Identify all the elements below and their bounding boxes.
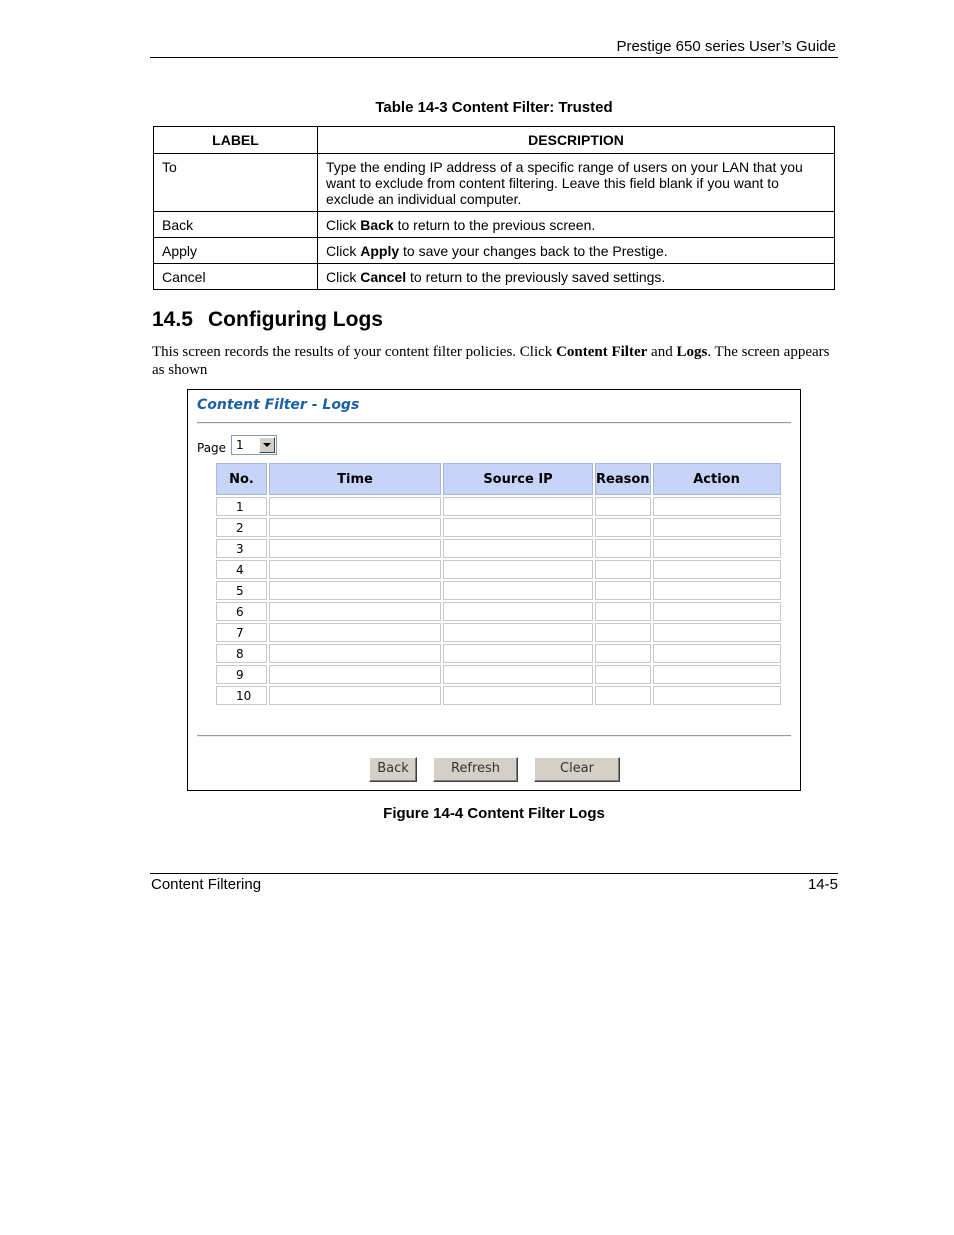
logs-header-row: [216, 463, 781, 495]
row-label: Apply: [154, 238, 318, 264]
log-row-number: 8: [216, 644, 267, 663]
log-reason-cell: [595, 581, 651, 600]
log-row-number: 10: [216, 686, 267, 705]
column-header-reason: Reason: [595, 463, 651, 495]
column-header-time: Time: [269, 463, 441, 495]
column-header-action: Action: [653, 463, 781, 495]
log-reason-cell: [595, 623, 651, 642]
section-body: This screen records the results of your content filter policies. Click Content Filter and Logs. The screen appears as shown: [152, 344, 830, 378]
log-row-number: 2: [216, 518, 267, 537]
page-select-value: 1: [236, 438, 244, 452]
log-reason-cell: [595, 560, 651, 579]
table-header-row: [154, 127, 835, 154]
header-rule: [150, 57, 838, 58]
table-caption: Table 14-3 Content Filter: Trusted: [375, 99, 613, 116]
logs-table: [214, 461, 783, 707]
column-header-description: DESCRIPTION: [318, 127, 835, 154]
log-action-cell: [653, 665, 781, 684]
log-time-cell: [269, 518, 441, 537]
log-action-cell: [653, 623, 781, 642]
footer-page-number: 14-5: [807, 876, 838, 893]
log-reason-cell: [595, 539, 651, 558]
log-time-cell: [269, 560, 441, 579]
description-table: [153, 126, 835, 290]
footer-divider: [197, 735, 791, 737]
log-time-cell: [269, 539, 441, 558]
page-select[interactable]: [231, 435, 277, 455]
chevron-down-icon[interactable]: [259, 437, 275, 453]
log-row-number: 3: [216, 539, 267, 558]
log-source-ip-cell: [443, 560, 593, 579]
log-source-ip-cell: [443, 539, 593, 558]
row-description: Click Cancel to return to the previously saved settings.: [318, 264, 835, 290]
back-button[interactable]: Back: [369, 757, 417, 782]
column-header-source-ip: Source IP: [443, 463, 593, 495]
log-source-ip-cell: [443, 581, 593, 600]
log-row: [216, 539, 781, 558]
log-time-cell: [269, 497, 441, 516]
log-action-cell: [653, 581, 781, 600]
log-action-cell: [653, 686, 781, 705]
log-row: [216, 560, 781, 579]
running-header: Prestige 650 series User’s Guide: [616, 38, 836, 55]
log-action-cell: [653, 644, 781, 663]
log-action-cell: [653, 539, 781, 558]
clear-button[interactable]: Clear: [534, 757, 620, 782]
row-label: Back: [154, 212, 318, 238]
section-heading: [152, 308, 383, 332]
content-filter-logs-screen: [187, 389, 801, 791]
log-action-cell: [653, 602, 781, 621]
section-number: 14.5: [152, 308, 193, 331]
log-row: [216, 602, 781, 621]
log-row-number: 9: [216, 665, 267, 684]
figure-caption: Figure 14-4 Content Filter Logs: [383, 805, 605, 822]
title-divider: [197, 422, 791, 424]
log-row-number: 5: [216, 581, 267, 600]
log-row-number: 7: [216, 623, 267, 642]
log-action-cell: [653, 497, 781, 516]
log-source-ip-cell: [443, 623, 593, 642]
log-source-ip-cell: [443, 602, 593, 621]
log-reason-cell: [595, 686, 651, 705]
table-row: [154, 154, 835, 212]
log-row-number: 1: [216, 497, 267, 516]
footer-chapter: Content Filtering: [151, 876, 262, 893]
row-description: Type the ending IP address of a specific range of users on your LAN that you want to exclude from content filtering. Leave this field blank if you want to exclude an individual computer.: [318, 154, 835, 212]
log-time-cell: [269, 644, 441, 663]
log-source-ip-cell: [443, 497, 593, 516]
footer-rule: [150, 873, 838, 874]
log-time-cell: [269, 686, 441, 705]
log-reason-cell: [595, 518, 651, 537]
row-description: Click Back to return to the previous screen.: [318, 212, 835, 238]
log-time-cell: [269, 602, 441, 621]
log-time-cell: [269, 665, 441, 684]
log-reason-cell: [595, 602, 651, 621]
log-row-number: 6: [216, 602, 267, 621]
row-label: To: [154, 154, 318, 212]
table-row: [154, 264, 835, 290]
row-description: Click Apply to save your changes back to the Prestige.: [318, 238, 835, 264]
column-header-label: LABEL: [154, 127, 318, 154]
log-row: [216, 623, 781, 642]
log-source-ip-cell: [443, 686, 593, 705]
table-row: [154, 238, 835, 264]
page-label: Page: [197, 441, 227, 455]
log-reason-cell: [595, 665, 651, 684]
log-action-cell: [653, 518, 781, 537]
log-time-cell: [269, 581, 441, 600]
column-header-no: No.: [216, 463, 267, 495]
log-reason-cell: [595, 644, 651, 663]
table-row: [154, 212, 835, 238]
log-source-ip-cell: [443, 644, 593, 663]
log-row: [216, 686, 781, 705]
log-row: [216, 518, 781, 537]
screen-title: Content Filter - Logs: [197, 397, 360, 413]
log-source-ip-cell: [443, 665, 593, 684]
log-time-cell: [269, 623, 441, 642]
log-row: [216, 665, 781, 684]
log-reason-cell: [595, 497, 651, 516]
log-source-ip-cell: [443, 518, 593, 537]
log-row: [216, 497, 781, 516]
log-action-cell: [653, 560, 781, 579]
log-row: [216, 581, 781, 600]
refresh-button[interactable]: Refresh: [433, 757, 518, 782]
row-label: Cancel: [154, 264, 318, 290]
log-row-number: 4: [216, 560, 267, 579]
section-title: Configuring Logs: [208, 308, 383, 331]
log-row: [216, 644, 781, 663]
